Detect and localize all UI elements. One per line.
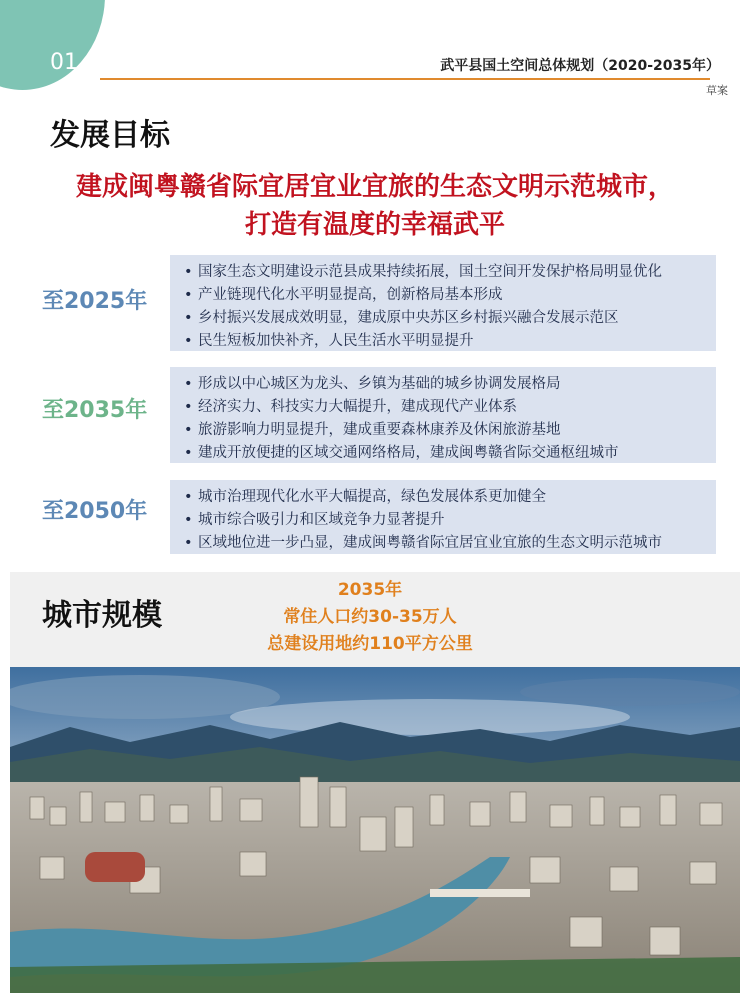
goal-item: • 旅游影响力明显提升，建成重要森林康养及休闲旅游基地 [198,419,704,442]
scale-heading: 城市规模 [42,598,162,633]
corner-decoration-circle [0,0,105,90]
slogan-line-1: 建成闽粤赣省际宜居宜业宜旅的生态文明示范城市， [75,172,674,202]
goal-box-2035 [170,367,716,463]
goal-item: • 建成开放便捷的区域交通网络格局，建成闽粤赣省际交通枢纽城市 [198,442,704,465]
goal-item: • 产业链现代化水平明显提高，创新格局基本形成 [198,284,704,307]
draft-label: 草案 [706,84,728,97]
scale-year: 2035年 [337,580,403,600]
slogan-line-2: 打造有温度的幸福武平 [244,210,505,240]
goal-item: • 区域地位进一步凸显，建成闽粤赣省际宜居宜业宜旅的生态文明示范城市 [198,532,704,555]
header-divider [100,78,710,80]
goal-box-2025 [170,255,716,351]
goal-item: • 国家生态文明建设示范县成果持续拓展，国土空间开发保护格局明显优化 [198,261,704,284]
scale-population: 常住人口约30-35万人 [283,607,457,627]
goal-box-2050 [170,480,716,554]
goal-item: • 城市治理现代化水平大幅提高，绿色发展体系更加健全 [198,486,704,509]
scale-summary [240,577,500,658]
goal-item: • 城市综合吸引力和区域竞争力显著提升 [198,509,704,532]
goal-item: • 形成以中心城区为龙头、乡镇为基础的城乡协调发展格局 [198,373,704,396]
document-title: 武平县国土空间总体规划（2020-2035年） [440,58,720,74]
development-slogan [0,168,750,244]
goal-label-2025: 至2025年 [42,289,148,314]
goal-label-2035: 至2035年 [42,398,148,423]
city-aerial-photo [10,667,740,993]
goal-item: • 民生短板加快补齐，人民生活水平明显提升 [198,330,704,353]
goal-label-2050: 至2050年 [42,499,148,524]
goal-item: • 乡村振兴发展成效明显，建成原中央苏区乡村振兴融合发展示范区 [198,307,704,330]
goal-item: • 经济实力、科技实力大幅提升，建成现代产业体系 [198,396,704,419]
section-number: 01 [50,50,78,75]
scale-land: 总建设用地约110平方公里 [267,634,473,654]
development-heading: 发展目标 [50,118,170,153]
